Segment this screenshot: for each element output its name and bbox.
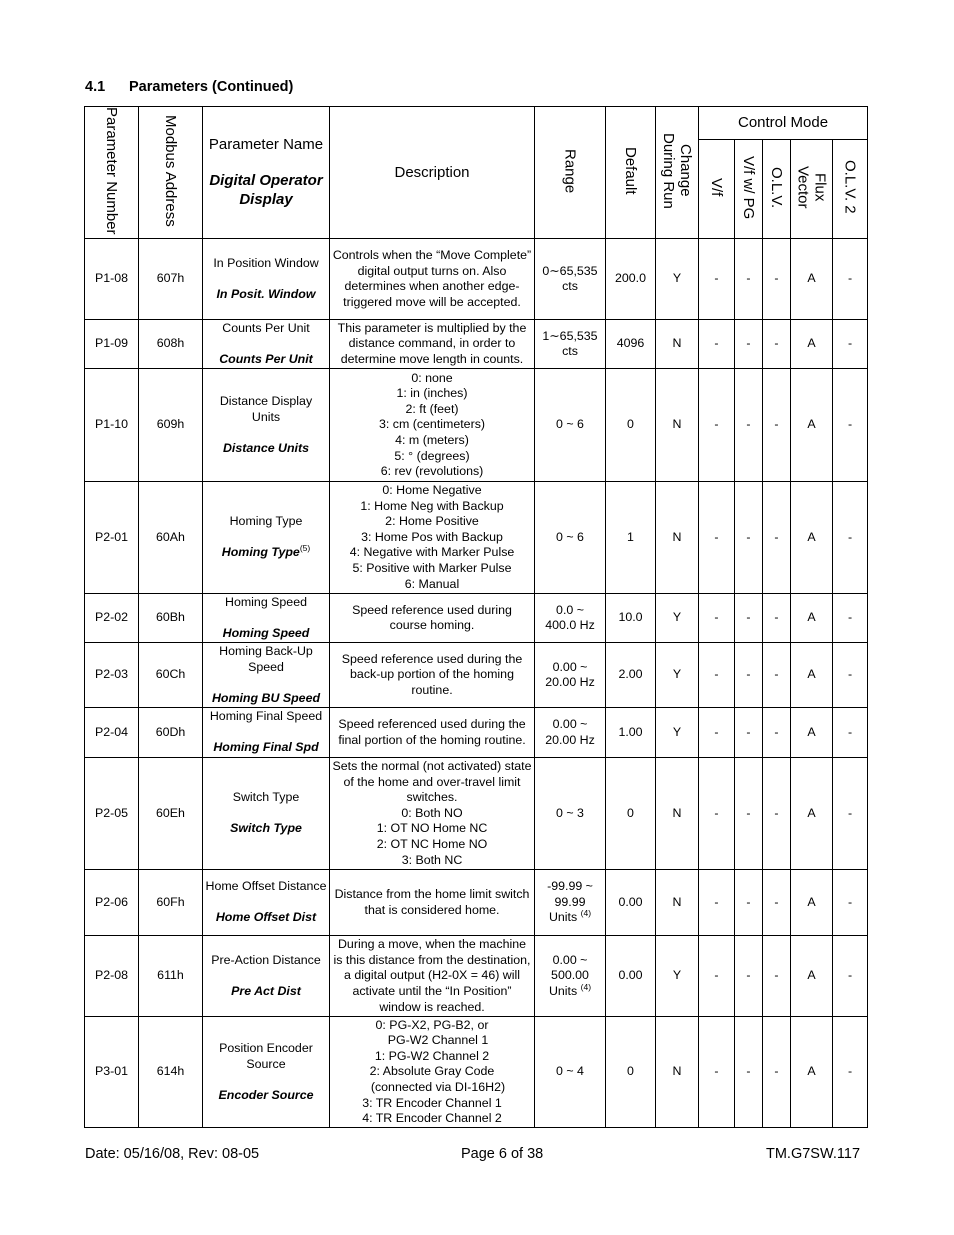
description-line: 3: Both NC <box>401 852 463 867</box>
modbus-address: 60Ch <box>139 643 203 708</box>
param-number: P2-06 <box>85 870 139 936</box>
description-line: Speed referenced used during the final portion of the homing routine. <box>338 717 526 747</box>
description <box>330 758 535 870</box>
description-line: Sets the normal (not activated) state of the home and over-travel limit switches. <box>332 759 532 805</box>
range <box>535 369 606 482</box>
description-line: Controls when the “Move Complete” digital output turns on. Also determines when another edge-triggered move will be accepted. <box>332 247 532 309</box>
range <box>535 936 606 1017</box>
control-mode-3: A <box>791 369 833 482</box>
control-mode-0: - <box>699 369 735 482</box>
param-name-label: Position Encoder Source <box>219 1040 313 1071</box>
control-mode-0: - <box>699 870 735 936</box>
default-value: 0.00 <box>606 870 656 936</box>
param-name <box>203 594 330 643</box>
control-mode-1: - <box>735 594 763 643</box>
param-name <box>203 369 330 482</box>
description-line: 5: ° (degrees) <box>394 448 470 463</box>
control-mode-3: A <box>791 708 833 758</box>
modbus-address: 611h <box>139 936 203 1017</box>
param-name-label: Counts Per Unit <box>222 320 310 335</box>
range-line: Units $^{(4)}$ <box>548 981 592 998</box>
table-row <box>85 594 868 643</box>
control-mode-0: - <box>699 482 735 594</box>
operator-display: In Posit. Window <box>216 286 316 301</box>
description-line: Speed reference used during course homing. <box>352 602 512 633</box>
range-line: 0.00 ~ <box>552 717 588 732</box>
operator-display: Counts Per Unit <box>219 351 313 366</box>
description-line: 3: Home Pos with Backup <box>361 529 503 544</box>
range-line: 99.99 <box>554 894 586 909</box>
param-number: P1-08 <box>85 239 139 320</box>
param-number: P3-01 <box>85 1017 139 1128</box>
change-during-run: N <box>656 369 699 482</box>
default-value: 4096 <box>606 320 656 369</box>
description-line: (connected via DI-16H2) <box>370 1079 506 1094</box>
change-during-run: N <box>656 320 699 369</box>
range <box>535 708 606 758</box>
table-row <box>85 482 868 594</box>
description <box>330 369 535 482</box>
table-row <box>85 870 868 936</box>
header-digital-operator: Digital Operator Display <box>209 172 323 208</box>
change-during-run: N <box>656 870 699 936</box>
description-line: This parameter is multiplied by the distance command, in order to determine move length in counts. <box>337 320 527 366</box>
range <box>535 758 606 870</box>
description-line: 2: Absolute Gray Code <box>369 1064 495 1079</box>
footnote-ref: (4) <box>580 908 592 919</box>
param-name-label: Homing Speed <box>225 594 307 609</box>
header-param-name <box>203 107 330 239</box>
default-value: 2.00 <box>606 643 656 708</box>
description-line: 4: m (meters) <box>395 432 469 447</box>
range-line: cts <box>562 279 578 294</box>
table-row <box>85 1017 868 1128</box>
table-row <box>85 320 868 369</box>
table-row <box>85 643 868 708</box>
control-mode-4: - <box>833 482 868 594</box>
param-number: P2-05 <box>85 758 139 870</box>
operator-display: Distance Units <box>222 440 310 455</box>
description-line: PG-W2 Channel 1 <box>387 1033 489 1048</box>
control-mode-3: A <box>791 482 833 594</box>
description-line: 6: Manual <box>404 576 460 591</box>
description-line: Speed reference used during the back-up portion of the homing routine. <box>341 651 523 697</box>
range-line: 20.00 Hz <box>545 732 595 747</box>
modbus-address: 60Bh <box>139 594 203 643</box>
modbus-address: 614h <box>139 1017 203 1128</box>
header-change-during-run: Change During Run <box>656 107 699 239</box>
header-param-number: Parameter Number <box>85 107 139 239</box>
range <box>535 643 606 708</box>
range-line: -99.99 ~ <box>547 879 593 894</box>
description-line: 2: ft (feet) <box>405 401 459 416</box>
control-mode-0: - <box>699 1017 735 1128</box>
control-mode-4: - <box>833 239 868 320</box>
footer-page: Page 6 of 38 <box>461 1146 544 1162</box>
control-mode-4: - <box>833 369 868 482</box>
control-mode-4: - <box>833 870 868 936</box>
control-mode-0: - <box>699 594 735 643</box>
param-name <box>203 239 330 320</box>
param-name <box>203 758 330 870</box>
param-name <box>203 320 330 369</box>
description-line: 1: OT NO Home NC <box>376 821 488 836</box>
description-line: 1: PG-W2 Channel 2 <box>374 1048 490 1063</box>
control-mode-2: - <box>763 870 791 936</box>
range <box>535 482 606 594</box>
footnote-ref: (4) <box>580 981 592 992</box>
header-range: Range <box>535 107 606 239</box>
description-line: Distance from the home limit switch that is considered home. <box>334 887 530 917</box>
control-mode-1: - <box>735 758 763 870</box>
footer-date: Date: 05/16/08, Rev: 08-05 <box>85 1146 260 1162</box>
control-mode-4: - <box>833 936 868 1017</box>
table-row <box>85 936 868 1017</box>
param-number: P2-02 <box>85 594 139 643</box>
description-line: 3: cm (centimeters) <box>378 417 486 432</box>
control-mode-2: - <box>763 239 791 320</box>
description <box>330 239 535 320</box>
table-row <box>85 758 868 870</box>
control-mode-3: A <box>791 594 833 643</box>
section-heading <box>85 79 293 95</box>
description <box>330 870 535 936</box>
range <box>535 239 606 320</box>
range-line: 0 ~ 6 <box>556 417 584 432</box>
param-name-label: Pre-Action Distance <box>211 952 321 967</box>
param-name-label: In Position Window <box>213 255 319 270</box>
control-mode-3: A <box>791 936 833 1017</box>
control-mode-0: - <box>699 239 735 320</box>
modbus-address: 60Dh <box>139 708 203 758</box>
control-mode-0: - <box>699 643 735 708</box>
param-number: P2-03 <box>85 643 139 708</box>
param-name <box>203 870 330 936</box>
control-mode-2: - <box>763 758 791 870</box>
param-name-label: Homing Final Speed <box>209 709 323 724</box>
range-line: 1∼65,535 <box>542 328 598 343</box>
change-during-run: Y <box>656 936 699 1017</box>
range-line: Units $^{(4)}$ <box>548 908 592 925</box>
change-during-run: Y <box>656 643 699 708</box>
parameters-table <box>84 106 868 1128</box>
table-row <box>85 369 868 482</box>
range <box>535 870 606 936</box>
control-mode-3: A <box>791 870 833 936</box>
description <box>330 643 535 708</box>
param-number: P1-09 <box>85 320 139 369</box>
control-mode-4: - <box>833 320 868 369</box>
control-mode-2: - <box>763 320 791 369</box>
param-name <box>203 482 330 594</box>
description-line: 2: OT NC Home NO <box>376 837 488 852</box>
range-line: cts <box>562 344 578 359</box>
range-line: 0.0 ~ <box>556 602 584 617</box>
operator-display: Homing Speed <box>222 625 310 640</box>
description-line: 1: in (inches) <box>396 386 468 401</box>
section-number: 4.1 <box>85 79 106 95</box>
control-mode-3: A <box>791 239 833 320</box>
range-line: 400.0 Hz <box>545 618 595 633</box>
header-param-name-label: Parameter Name <box>208 135 324 153</box>
description-line: 0: PG-X2, PG-B2, or <box>375 1017 489 1032</box>
control-mode-1: - <box>735 870 763 936</box>
header-mode-1: V/f w/ PG <box>735 140 763 239</box>
modbus-address: 607h <box>139 239 203 320</box>
range <box>535 594 606 643</box>
param-name <box>203 936 330 1017</box>
header-mode-0: V/f <box>699 140 735 239</box>
control-mode-4: - <box>833 643 868 708</box>
param-number: P2-04 <box>85 708 139 758</box>
default-value: 0 <box>606 758 656 870</box>
control-mode-2: - <box>763 482 791 594</box>
description <box>330 936 535 1017</box>
description-line: 0: Home Negative <box>382 483 482 498</box>
description-line: 4: TR Encoder Channel 2 <box>362 1111 502 1126</box>
operator-display: Homing Type$^{(5)}$ <box>221 543 311 560</box>
header-description: Description <box>330 107 535 239</box>
footnote-ref: (5) <box>299 543 311 554</box>
change-during-run: N <box>656 482 699 594</box>
param-number: P2-01 <box>85 482 139 594</box>
description-line: 5: Positive with Marker Pulse <box>352 561 512 576</box>
modbus-address: 60Eh <box>139 758 203 870</box>
modbus-address: 60Ah <box>139 482 203 594</box>
description-line: 3: TR Encoder Channel 1 <box>362 1095 502 1110</box>
operator-display: Homing Final Spd <box>213 740 319 755</box>
range-line: 20.00 Hz <box>545 675 595 690</box>
control-mode-0: - <box>699 708 735 758</box>
modbus-address: 60Fh <box>139 870 203 936</box>
param-name <box>203 643 330 708</box>
range-line: 0.00 ~ <box>552 952 588 967</box>
control-mode-0: - <box>699 758 735 870</box>
control-mode-1: - <box>735 1017 763 1128</box>
range-line: 500.00 <box>551 968 589 983</box>
header-default: Default <box>606 107 656 239</box>
range <box>535 1017 606 1128</box>
param-name-label: Home Offset Distance <box>205 879 327 894</box>
default-value: 1.00 <box>606 708 656 758</box>
range-line: 0.00 ~ <box>552 659 588 674</box>
description-line: 4: Negative with Marker Pulse <box>349 545 515 560</box>
control-mode-2: - <box>763 708 791 758</box>
control-mode-2: - <box>763 1017 791 1128</box>
description-line: During a move, when the machine is this distance from the destination, a digital output (H2-0X = 46) will activate until the “In Position” window is reached. <box>333 937 531 1014</box>
default-value: 1 <box>606 482 656 594</box>
change-during-run: Y <box>656 708 699 758</box>
control-mode-1: - <box>735 936 763 1017</box>
change-during-run: N <box>656 1017 699 1128</box>
param-name-label: Switch Type <box>232 790 300 805</box>
header-mode-3: Flux Vector <box>791 140 833 239</box>
header-mode-2: O.L.V. <box>763 140 791 239</box>
range-line: 0 ~ 3 <box>556 805 584 820</box>
header-modbus-address: Modbus Address <box>139 107 203 239</box>
header-control-mode: Control Mode <box>699 107 868 140</box>
param-name-label: Distance Display Units <box>219 393 313 424</box>
range-line: 0∼65,535 <box>542 263 598 278</box>
control-mode-3: A <box>791 758 833 870</box>
default-value: 10.0 <box>606 594 656 643</box>
control-mode-0: - <box>699 936 735 1017</box>
table-row <box>85 239 868 320</box>
change-during-run: Y <box>656 594 699 643</box>
table-row <box>85 708 868 758</box>
control-mode-1: - <box>735 369 763 482</box>
control-mode-2: - <box>763 936 791 1017</box>
control-mode-3: A <box>791 1017 833 1128</box>
default-value: 0.00 <box>606 936 656 1017</box>
control-mode-0: - <box>699 320 735 369</box>
operator-display: Encoder Source <box>218 1087 314 1102</box>
range-line: 0 ~ 4 <box>556 1064 584 1079</box>
range-line: 0 ~ 6 <box>556 529 584 544</box>
description-line: 0: none <box>411 370 453 385</box>
range <box>535 320 606 369</box>
control-mode-1: - <box>735 320 763 369</box>
control-mode-2: - <box>763 643 791 708</box>
footer-doc-id: TM.G7SW.117 <box>766 1146 861 1162</box>
control-mode-1: - <box>735 482 763 594</box>
description <box>330 320 535 369</box>
description-line: 6: rev (revolutions) <box>380 464 484 479</box>
description <box>330 708 535 758</box>
operator-display: Home Offset Dist <box>215 910 317 925</box>
section-title: Parameters (Continued) <box>129 79 294 95</box>
param-number: P1-10 <box>85 369 139 482</box>
modbus-address: 608h <box>139 320 203 369</box>
param-name-label: Homing Type <box>229 514 303 529</box>
param-number: P2-08 <box>85 936 139 1017</box>
header-mode-4: O.L.V. 2 <box>833 140 868 239</box>
control-mode-4: - <box>833 1017 868 1128</box>
description <box>330 594 535 643</box>
control-mode-4: - <box>833 758 868 870</box>
description-line: 1: Home Neg with Backup <box>360 498 504 513</box>
param-name <box>203 708 330 758</box>
operator-display: Homing BU Speed <box>211 690 321 705</box>
change-during-run: N <box>656 758 699 870</box>
description <box>330 482 535 594</box>
control-mode-4: - <box>833 594 868 643</box>
operator-display: Pre Act Dist <box>231 983 301 998</box>
control-mode-1: - <box>735 708 763 758</box>
control-mode-3: A <box>791 643 833 708</box>
control-mode-2: - <box>763 369 791 482</box>
control-mode-4: - <box>833 708 868 758</box>
default-value: 0 <box>606 369 656 482</box>
control-mode-3: A <box>791 320 833 369</box>
param-name-label: Homing Back-Up Speed <box>219 643 313 674</box>
description-line: 0: Both NO <box>401 805 463 820</box>
default-value: 0 <box>606 1017 656 1128</box>
modbus-address: 609h <box>139 369 203 482</box>
default-value: 200.0 <box>606 239 656 320</box>
control-mode-1: - <box>735 643 763 708</box>
operator-display: Switch Type <box>230 821 302 836</box>
description-line: 2: Home Positive <box>385 514 479 529</box>
change-during-run: Y <box>656 239 699 320</box>
control-mode-2: - <box>763 594 791 643</box>
control-mode-1: - <box>735 239 763 320</box>
param-name <box>203 1017 330 1128</box>
description <box>330 1017 535 1128</box>
